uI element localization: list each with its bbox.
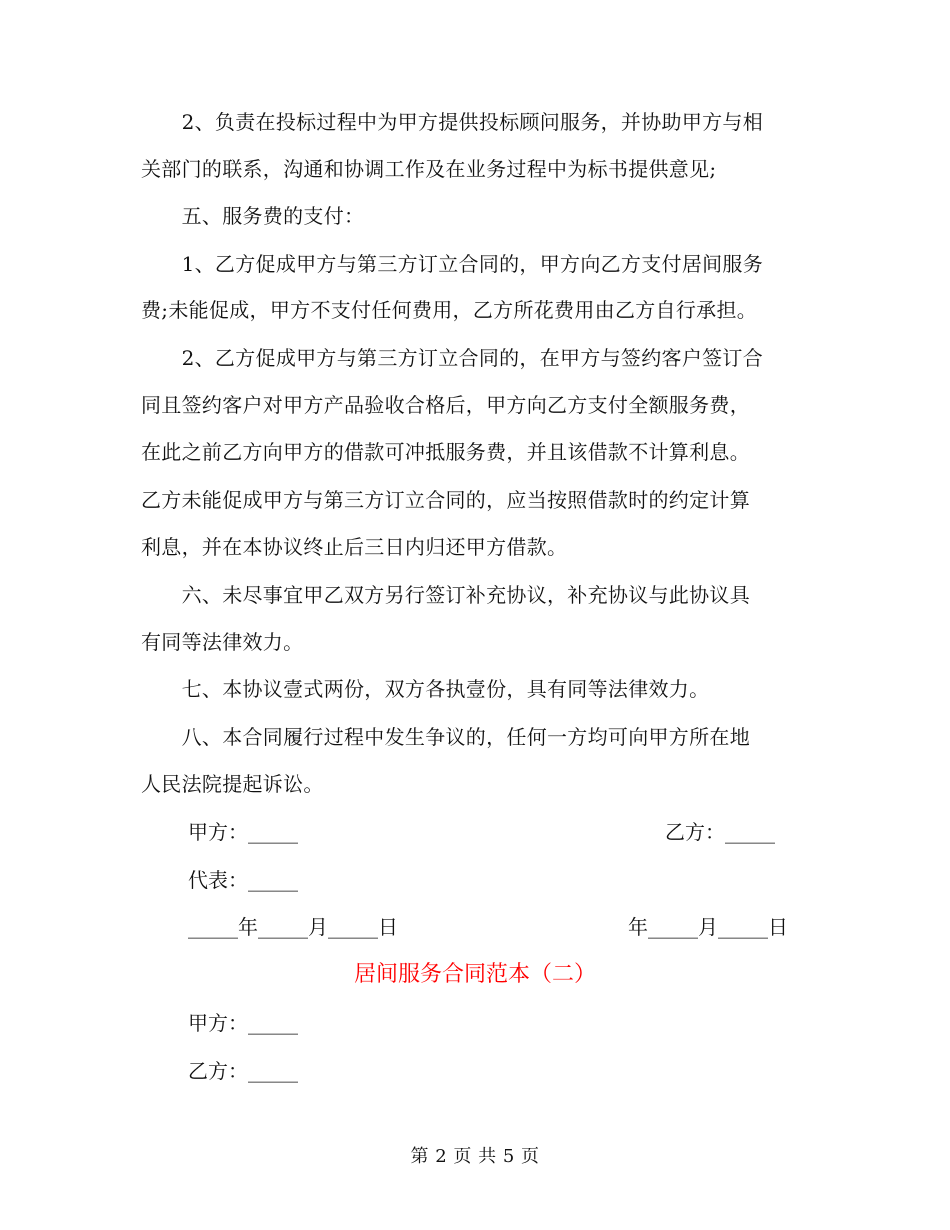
- representative-signature: 代表：_____: [188, 868, 298, 892]
- paragraph-line: 人民法院提起诉讼。: [141, 772, 324, 796]
- paragraph-line: 2、乙方促成甲方与第三方订立合同的，在甲方与签约客户签订合: [141, 346, 764, 370]
- paragraph-line: 有同等法律效力。: [141, 630, 304, 654]
- paragraph-line: 乙方未能促成甲方与第三方订立合同的，应当按照借款时的约定计算: [141, 488, 750, 512]
- new-party-a: 甲方：_____: [188, 1011, 298, 1035]
- party-a-signature: 甲方：_____: [188, 820, 298, 844]
- new-party-b: 乙方：_____: [188, 1059, 298, 1083]
- party-b-signature: 乙方：_____: [665, 820, 775, 844]
- date-right: 年_____月_____日: [628, 915, 788, 939]
- date-left: _____年_____月_____日: [188, 915, 398, 939]
- paragraph-line: 八、本合同履行过程中发生争议的，任何一方均可向甲方所在地: [141, 725, 750, 749]
- paragraph-line: 1、乙方促成甲方与第三方订立合同的，甲方向乙方支付居间服务: [141, 252, 764, 276]
- paragraph-line: 费;未能促成，甲方不支付任何费用，乙方所花费用由乙方自行承担。: [141, 298, 758, 322]
- page-footer: 第 2 页 共 5 页: [410, 1146, 540, 1167]
- paragraph-line: 关部门的联系，沟通和协调工作及在业务过程中为标书提供意见;: [141, 157, 717, 181]
- paragraph-line: 在此之前乙方向甲方的借款可冲抵服务费，并且该借款不计算利息。: [141, 440, 750, 464]
- section-title: 居间服务合同范本（二）: [353, 962, 596, 987]
- paragraph-line: 六、未尽事宜甲乙双方另行签订补充协议，补充协议与此协议具: [141, 583, 750, 607]
- paragraph-line: 利息，并在本协议终止后三日内归还甲方借款。: [141, 535, 568, 559]
- paragraph-line: 同且签约客户对甲方产品验收合格后，甲方向乙方支付全额服务费，: [141, 393, 750, 417]
- paragraph-line: 2、负责在投标过程中为甲方提供投标顾问服务，并协助甲方与相: [141, 110, 764, 134]
- section-heading: 五、服务费的支付：: [141, 204, 365, 228]
- paragraph-line: 七、本协议壹式两份，双方各执壹份，具有同等法律效力。: [141, 677, 710, 701]
